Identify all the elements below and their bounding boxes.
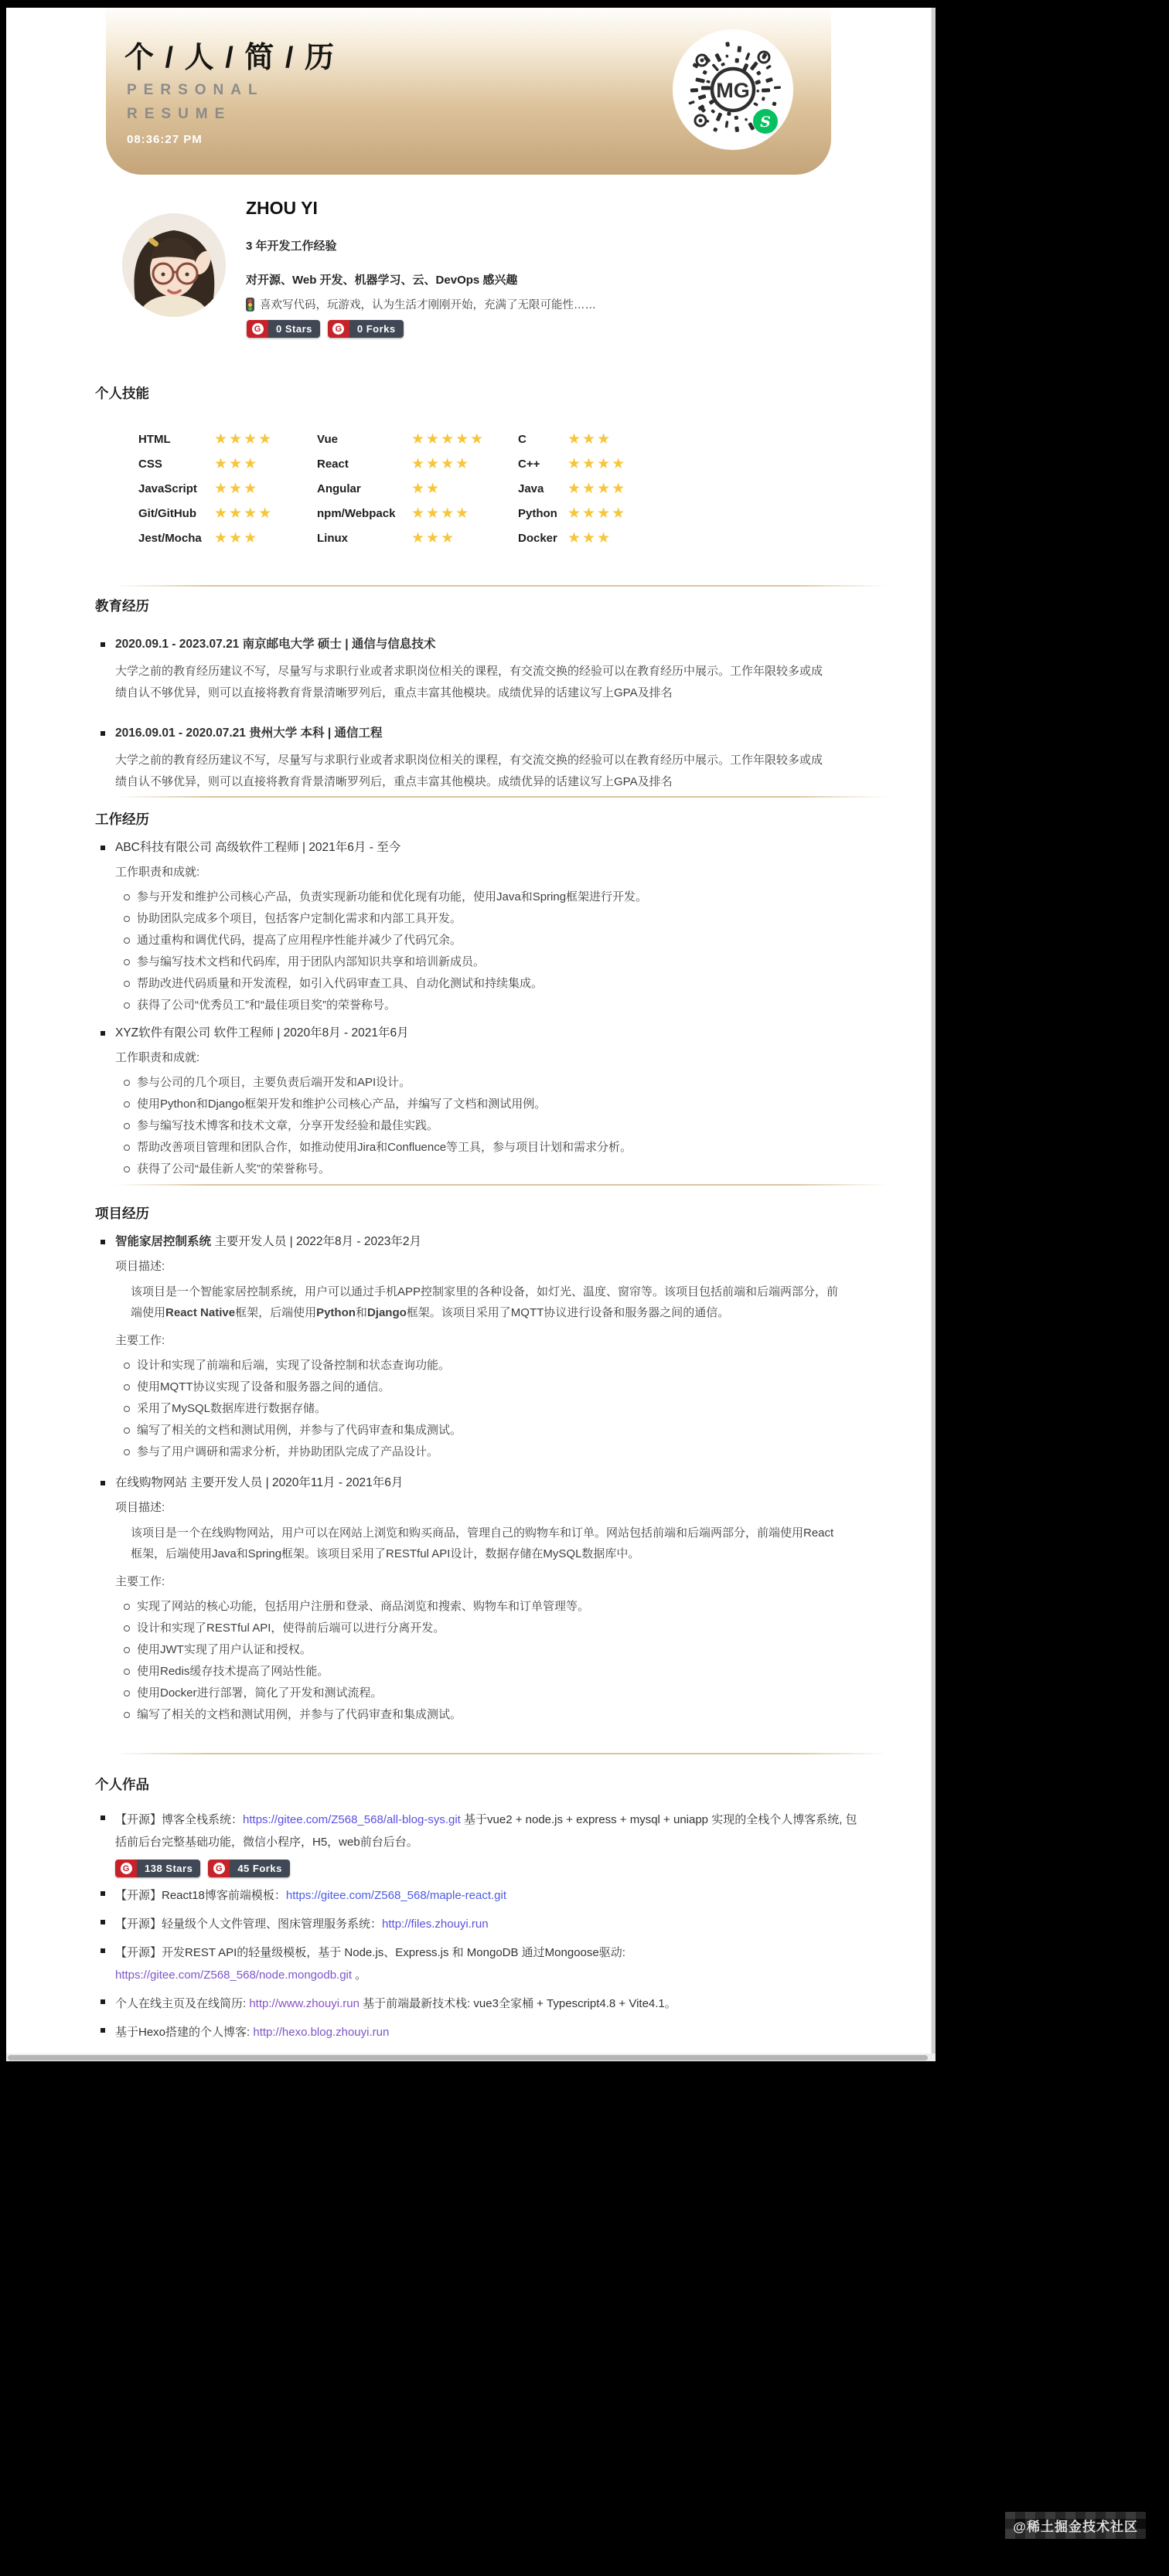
skill-stars: ★★★★ (214, 430, 274, 447)
skill-stars: ★★★★ (214, 505, 274, 522)
text-segment: 基于vue2 + node.js + express + mysql + uniapp 实现的全栈个人博客系统, 包括前后台完整基础功能，微信小程序，H5，web前台后台。 (115, 1813, 857, 1849)
skill-label: JavaScript (138, 482, 197, 495)
traffic-light-icon (246, 298, 254, 311)
profile-motto: 喜欢写代码，玩游戏，认为生活才刚刚开始，充满了无限可能性…… (246, 296, 596, 312)
text-segment: 基于前端最新技术栈: vue3全家桶 + Typescript4.8 + Vite4.1。 (359, 1997, 677, 2010)
wechat-qr-code (673, 29, 793, 150)
text-segment: 【开源】轻量级个人文件管理、图床管理服务系统： (115, 1918, 383, 1931)
badge-count-label: 0 Forks (349, 320, 404, 338)
link[interactable]: http://files.zhouyi.run (382, 1918, 489, 1931)
horizontal-scrollbar[interactable] (6, 2054, 936, 2061)
skill-stars: ★★★ (214, 529, 259, 546)
project-bullet: 使用Docker进行部署，简化了开发和测试流程。 (124, 1683, 905, 1704)
project-bullet: 设计和实现了前端和后端，实现了设备控制和状态查询功能。 (124, 1355, 905, 1376)
vertical-scrollbar[interactable] (931, 8, 936, 2061)
subtitle-personal: PERSONAL (127, 82, 264, 98)
project-desc (131, 1281, 845, 1323)
personal-work-item (95, 2021, 857, 2043)
watermark: @稀土掘金技术社区 (1005, 2512, 1146, 2539)
section-education (95, 597, 905, 793)
project-bullet: 设计和实现了RESTful API，使得前后端可以进行分离开发。 (124, 1618, 905, 1639)
section-heading-personal-works: 个人作品 (95, 1777, 149, 1792)
skill-stars: ★★ (411, 480, 441, 497)
education-item-desc: 大学之前的教育经历建议不写，尽量写与求职行业或者求职岗位相关的课程，有交流交换的经验可以在教育经历中展示。工作年限较多或成绩自认不够优异，则可以直接将教育背景清晰罗列后，重点丰富其他模块。成绩优异的话建议写上GPA及排名 (115, 754, 823, 788)
text-segment: Django (366, 1306, 407, 1319)
link[interactable]: http://www.zhouyi.run (249, 1997, 360, 2010)
education-item-title: 2020.09.1 - 2023.07.21 南京邮电大学 硕士 | 通信与信息技术 (95, 635, 905, 654)
project-bullets (95, 1596, 905, 1726)
skill-label: Python (518, 506, 557, 520)
badge-count-label: 45 Forks (230, 1860, 289, 1877)
skill-label: Git/GitHub (138, 506, 196, 520)
gitee-badge[interactable] (115, 1860, 200, 1877)
skill-stars: ★★★★ (411, 455, 471, 472)
project-bullet: 编写了相关的文档和测试用例，并参与了代码审查和集成测试。 (124, 1704, 905, 1726)
project-bullet: 编写了相关的文档和测试用例，并参与了代码审查和集成测试。 (124, 1420, 905, 1441)
link[interactable]: https://gitee.com/Z568_568/all-blog-sys.git (243, 1813, 461, 1826)
text-segment: 框架，后端使用 (235, 1306, 317, 1319)
skill-stars: ★★★★★ (411, 430, 486, 447)
gitee-g-glyph: G (213, 1863, 225, 1874)
section-divider (114, 1184, 888, 1186)
skill-label: Linux (317, 531, 348, 545)
text-segment: 框架。该项目采用了MQTT协议进行设备和服务器之间的通信。 (406, 1306, 730, 1319)
project-item-title (95, 1233, 905, 1251)
section-projects (95, 1204, 905, 1726)
education-item-desc: 大学之前的教育经历建议不写，尽量写与求职行业或者求职岗位相关的课程，有交流交换的经验可以在教育经历中展示。工作年限较多或成绩自认不够优异，则可以直接将教育背景清晰罗列后，重点丰富其他模块。成绩优异的话建议写上GPA及排名 (115, 665, 823, 699)
skill-label: npm/Webpack (317, 506, 396, 520)
gitee-badge[interactable] (247, 320, 320, 338)
skill-stars: ★★★★ (567, 505, 627, 522)
text-segment: React Native (165, 1306, 236, 1319)
skill-label: React (317, 457, 349, 471)
section-divider (114, 796, 888, 798)
skill-label: C++ (518, 457, 540, 471)
page-title: 个 / 人 / 简 / 历 (124, 42, 336, 74)
skill-stars: ★★★★ (411, 505, 471, 522)
skill-label: Java (518, 482, 544, 495)
skill-stars: ★★★★ (567, 455, 627, 472)
work-item-title: ABC科技有限公司 高级软件工程师 | 2021年6月 - 至今 (95, 839, 905, 857)
skill-stars: ★★★ (567, 430, 612, 447)
text-segment: 主要开发人员 | 2022年8月 - 2023年2月 (211, 1235, 421, 1248)
gitee-icon (208, 1860, 230, 1877)
gitee-badge[interactable] (328, 320, 404, 338)
text-segment: 个人在线主页及在线简历: (115, 1997, 250, 2010)
work-duty-label: 工作职责和成就: (115, 1051, 200, 1064)
text-segment: 基于Hexo搭建的个人博客: (115, 2026, 254, 2039)
work-bullet: 参与公司的几个项目，主要负责后端开发和API设计。 (124, 1072, 905, 1094)
gitee-g-glyph: G (252, 323, 264, 335)
badge-count-label: 138 Stars (137, 1860, 200, 1877)
project-bullet: 实现了网站的核心功能，包括用户注册和登录、商品浏览和搜索、购物车和订单管理等。 (124, 1596, 905, 1618)
subtitle-resume: RESUME (127, 106, 232, 122)
section-personal-works (95, 1775, 905, 2061)
project-bullet: 参与了用户调研和需求分析，并协助团队完成了产品设计。 (124, 1441, 905, 1463)
text-segment: 【开源】博客全栈系统： (115, 1813, 244, 1826)
header (106, 8, 831, 175)
project-item-title (95, 1474, 905, 1492)
work-item-title: XYZ软件有限公司 软件工程师 | 2020年8月 - 2021年6月 (95, 1024, 905, 1043)
section-heading-education: 教育经历 (95, 598, 149, 614)
skill-label: C (518, 432, 527, 446)
section-skills (95, 384, 905, 550)
personal-work-badges (115, 1860, 905, 1877)
badge-count-label: 0 Stars (268, 320, 320, 338)
horizontal-scrollbar-thumb[interactable] (8, 2055, 928, 2060)
profile-name: ZHOU YI (246, 198, 318, 218)
text-segment: 该项目是一个智能家居控制系统，用户可以通过手机APP控制家里的各种设备，如灯光、温度、窗帘等。该项目包括前端和后端两部分，前端使用 (131, 1285, 839, 1319)
gitee-g-glyph: G (121, 1863, 132, 1874)
text-segment: 。 (352, 1969, 367, 1982)
work-bullet: 帮助改进代码质量和开发流程，如引入代码审查工具、自动化测试和持续集成。 (124, 973, 905, 995)
work-bullet: 参与编写技术博客和技术文章，分享开发经验和最佳实践。 (124, 1115, 905, 1137)
text-segment: 和 (355, 1306, 367, 1319)
project-desc-label: 项目描述: (115, 1501, 165, 1514)
personal-work-item (95, 1992, 857, 2015)
link[interactable]: http://hexo.blog.zhouyi.run (253, 2026, 390, 2039)
work-bullet: 协助团队完成多个项目，包括客户定制化需求和内部工具开发。 (124, 908, 905, 930)
section-work (95, 810, 905, 1180)
skill-stars: ★★★ (214, 480, 259, 497)
profile-experience: 3 年开发工作经验 (246, 240, 337, 253)
project-bullets (95, 1355, 905, 1463)
gitee-icon (328, 320, 349, 338)
skill-label: HTML (138, 432, 171, 446)
personal-work-item (95, 1941, 857, 1986)
education-item-title: 2016.09.01 - 2020.07.21 贵州大学 本科 | 通信工程 (95, 724, 905, 743)
skill-label: CSS (138, 457, 162, 471)
project-bullet: 使用JWT实现了用户认证和授权。 (124, 1639, 905, 1661)
skill-stars: ★★★ (411, 529, 456, 546)
text-segment: 智能家居控制系统 (115, 1235, 212, 1248)
work-duty-label: 工作职责和成就: (115, 866, 200, 879)
project-bullet: 采用了MySQL数据库进行数据存储。 (124, 1398, 905, 1420)
work-bullets (95, 886, 905, 1016)
section-heading-skills: 个人技能 (95, 386, 149, 401)
skills-grid (138, 427, 905, 550)
text-segment: Python (316, 1306, 356, 1319)
profile-interests: 对开源、Web 开发、机器学习、云、DevOps 感兴趣 (246, 274, 518, 287)
section-heading-work: 工作经历 (95, 812, 149, 827)
skill-label: Vue (317, 432, 338, 446)
work-bullet: 参与开发和维护公司核心产品，负责实现新功能和优化现有功能，使用Java和Spring框架进行开发。 (124, 886, 905, 908)
work-bullet: 获得了公司“最佳新人奖”的荣誉称号。 (124, 1159, 905, 1180)
profile-badges (247, 320, 404, 338)
work-bullet: 参与编写技术文档和代码库，用于团队内部知识共享和培训新成员。 (124, 951, 905, 973)
text-segment: 【开源】React18博客前端模板： (115, 1889, 286, 1902)
project-desc (131, 1523, 845, 1564)
gitee-g-glyph: G (332, 323, 344, 335)
work-bullet: 帮助改善项目管理和团队合作，如推动使用Jira和Confluence等工具，参与项目计划和需求分析。 (124, 1137, 905, 1159)
section-heading-projects: 项目经历 (95, 1206, 149, 1221)
project-desc-label: 项目描述: (115, 1260, 165, 1273)
vertical-scrollbar-thumb[interactable] (932, 8, 936, 2061)
personal-work-item (95, 1913, 857, 1935)
project-bullet: 使用Redis缓存技术提高了网站性能。 (124, 1661, 905, 1683)
section-divider (114, 585, 888, 587)
gitee-icon (247, 320, 268, 338)
work-bullets (95, 1072, 905, 1180)
skill-label: Docker (518, 531, 557, 545)
section-divider (114, 1753, 888, 1754)
link[interactable]: https://gitee.com/Z568_568/node.mongodb.git (115, 1969, 353, 1982)
svg-text:S: S (760, 114, 771, 131)
skill-stars: ★★★★ (567, 480, 627, 497)
gitee-badge[interactable] (208, 1860, 289, 1877)
text-segment: 在线购物网站 主要开发人员 | 2020年11月 - 2021年6月 (115, 1476, 404, 1489)
link[interactable]: https://gitee.com/Z568_568/maple-react.git (285, 1889, 507, 1902)
text-segment: 【开源】开发REST API的轻量级模板，基于 Node.js、Express.js 和 MongoDB 通过Mongoose驱动: (115, 1946, 625, 1959)
project-work-label: 主要工作: (115, 1334, 165, 1347)
text-segment: 该项目是一个在线购物网站，用户可以在网站上浏览和购买商品，管理自己的购物车和订单。网站包括前端和后端两部分，前端使用React框架，后端使用Java和Spring框架。该项目采用了RESTful API设计，数据存储在MySQL数据库中。 (131, 1526, 834, 1560)
clock-time: 08:36:27 PM (127, 133, 203, 146)
skill-label: Jest/Mocha (138, 531, 202, 545)
resume-card (6, 8, 936, 2061)
project-work-label: 主要工作: (115, 1575, 165, 1588)
project-bullet: 使用MQTT协议实现了设备和服务器之间的通信。 (124, 1376, 905, 1398)
skill-stars: ★★★ (567, 529, 612, 546)
qr-monogram: MG (716, 79, 750, 102)
avatar (122, 213, 226, 317)
personal-work-item (95, 1884, 857, 1907)
personal-work-item (95, 1809, 857, 1853)
work-bullet: 获得了公司“优秀员工”和“最佳项目奖”的荣誉称号。 (124, 995, 905, 1016)
skill-stars: ★★★ (214, 455, 259, 472)
work-bullet: 使用Python和Django框架开发和维护公司核心产品，并编写了文档和测试用例。 (124, 1094, 905, 1115)
skill-label: Angular (317, 482, 361, 495)
work-bullet: 通过重构和调优代码，提高了应用程序性能并减少了代码冗余。 (124, 930, 905, 951)
gitee-icon (115, 1860, 137, 1877)
